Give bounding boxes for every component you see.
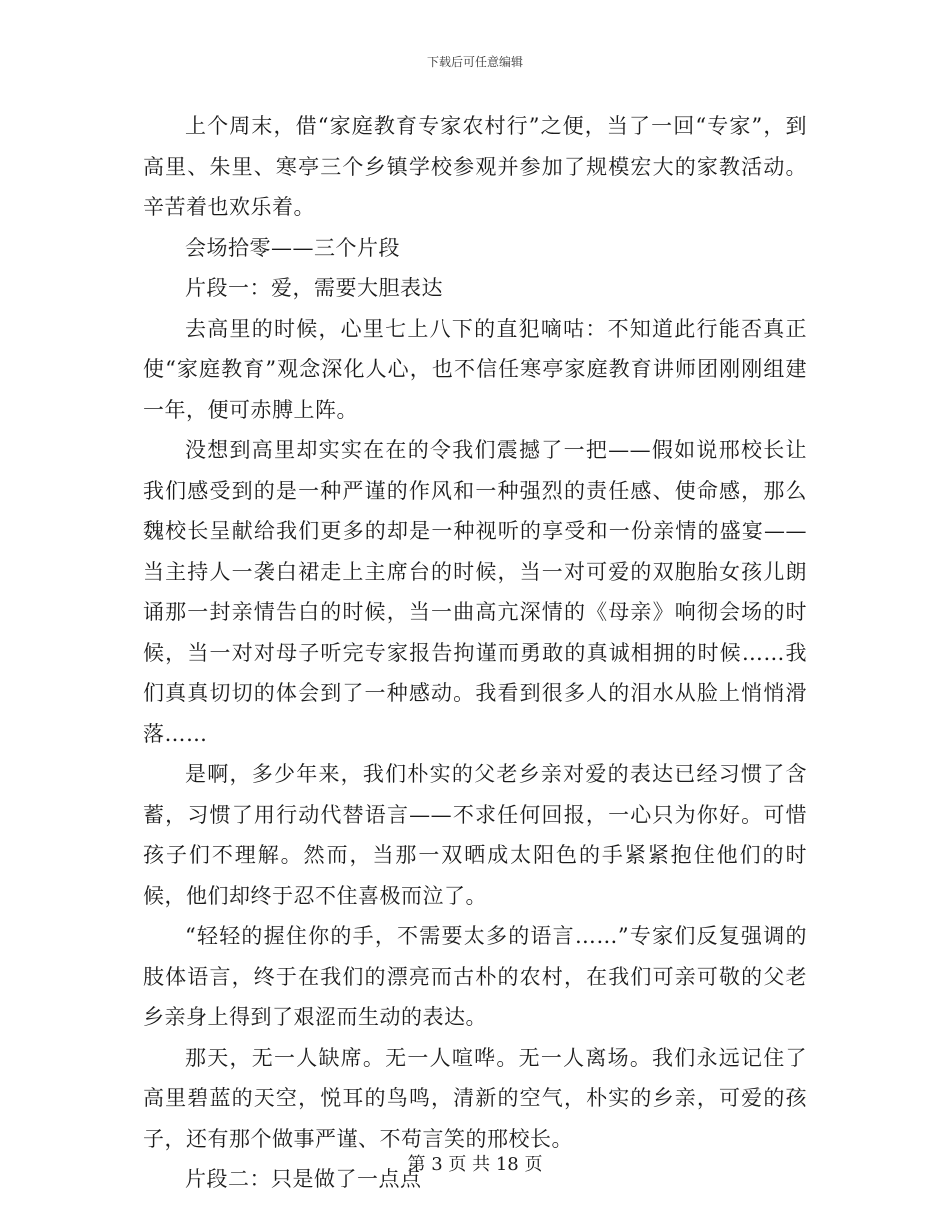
paragraph-1: 上个周末，借“家庭教育专家农村行”之便，当了一回“专家”，到高里、朱里、寒亭三个乡镇学校参观并参加了规模宏大的家教活动。辛苦着也欢乐着。 — [143, 114, 807, 219]
page-number: 第 3 页 共 18 页 — [407, 1154, 543, 1175]
subheading-fragment-2: 片段二：只是做了一点点 — [185, 1167, 422, 1191]
page-header-note: 下载后可任意编辑 — [426, 55, 523, 69]
document-body — [143, 106, 807, 1200]
paragraph-5: “轻轻的握住你的手，不需要太多的语言……”专家们反复强调的肢体语言，终于在我们的漂亮而古朴的农村，在我们可亲可敬的父老乡亲身上得到了艰涩而生动的表达。 — [143, 924, 807, 1029]
subheading-fragment-1: 片段一：爱，需要大胆表达 — [185, 276, 443, 300]
section-heading: 会场拾零——三个片段 — [185, 235, 400, 260]
paragraph-3: 没想到高里却实实在在的令我们震撼了一把——假如说邢校长让我们感受到的是一种严谨的作风和一种强烈的责任感、使命感，那么魏校长呈献给我们更多的却是一种视听的享受和一份亲情的盛宴——当主持人一袭白裙走上主席台的时候，当一对可爱的双胞胎女孩儿朗诵那一封亲情告白的时候，当一曲高亢深情的《母亲》响彻会场的时候，当一对对母子听完专家报告拘谨而勇敢的真诚相拥的时候……我们真真切切的体会到了一种感动。我看到很多人的泪水从脸上悄悄滑落…… — [143, 438, 807, 746]
paragraph-4: 是啊，多少年来，我们朴实的父老乡亲对爱的表达已经习惯了含蓄，习惯了用行动代替语言——不求任何回报，一心只为你好。可惜孩子们不理解。然而，当那一双晒成太阳色的手紧紧抱住他们的时候，他们却终于忍不住喜极而泣了。 — [143, 762, 807, 908]
paragraph-6: 那天，无一人缺席。无一人喧哗。无一人离场。我们永远记住了高里碧蓝的天空，悦耳的鸟鸣，清新的空气，朴实的乡亲，可爱的孩子，还有那个做事严谨、不苟言笑的邢校长。 — [143, 1045, 807, 1151]
paragraph-2: 去高里的时候，心里七上八下的直犯嘀咕：不知道此行能否真正使“家庭教育”观念深化人心，也不信任寒亭家庭教育讲师团刚刚组建一年，便可赤膊上阵。 — [143, 316, 807, 422]
